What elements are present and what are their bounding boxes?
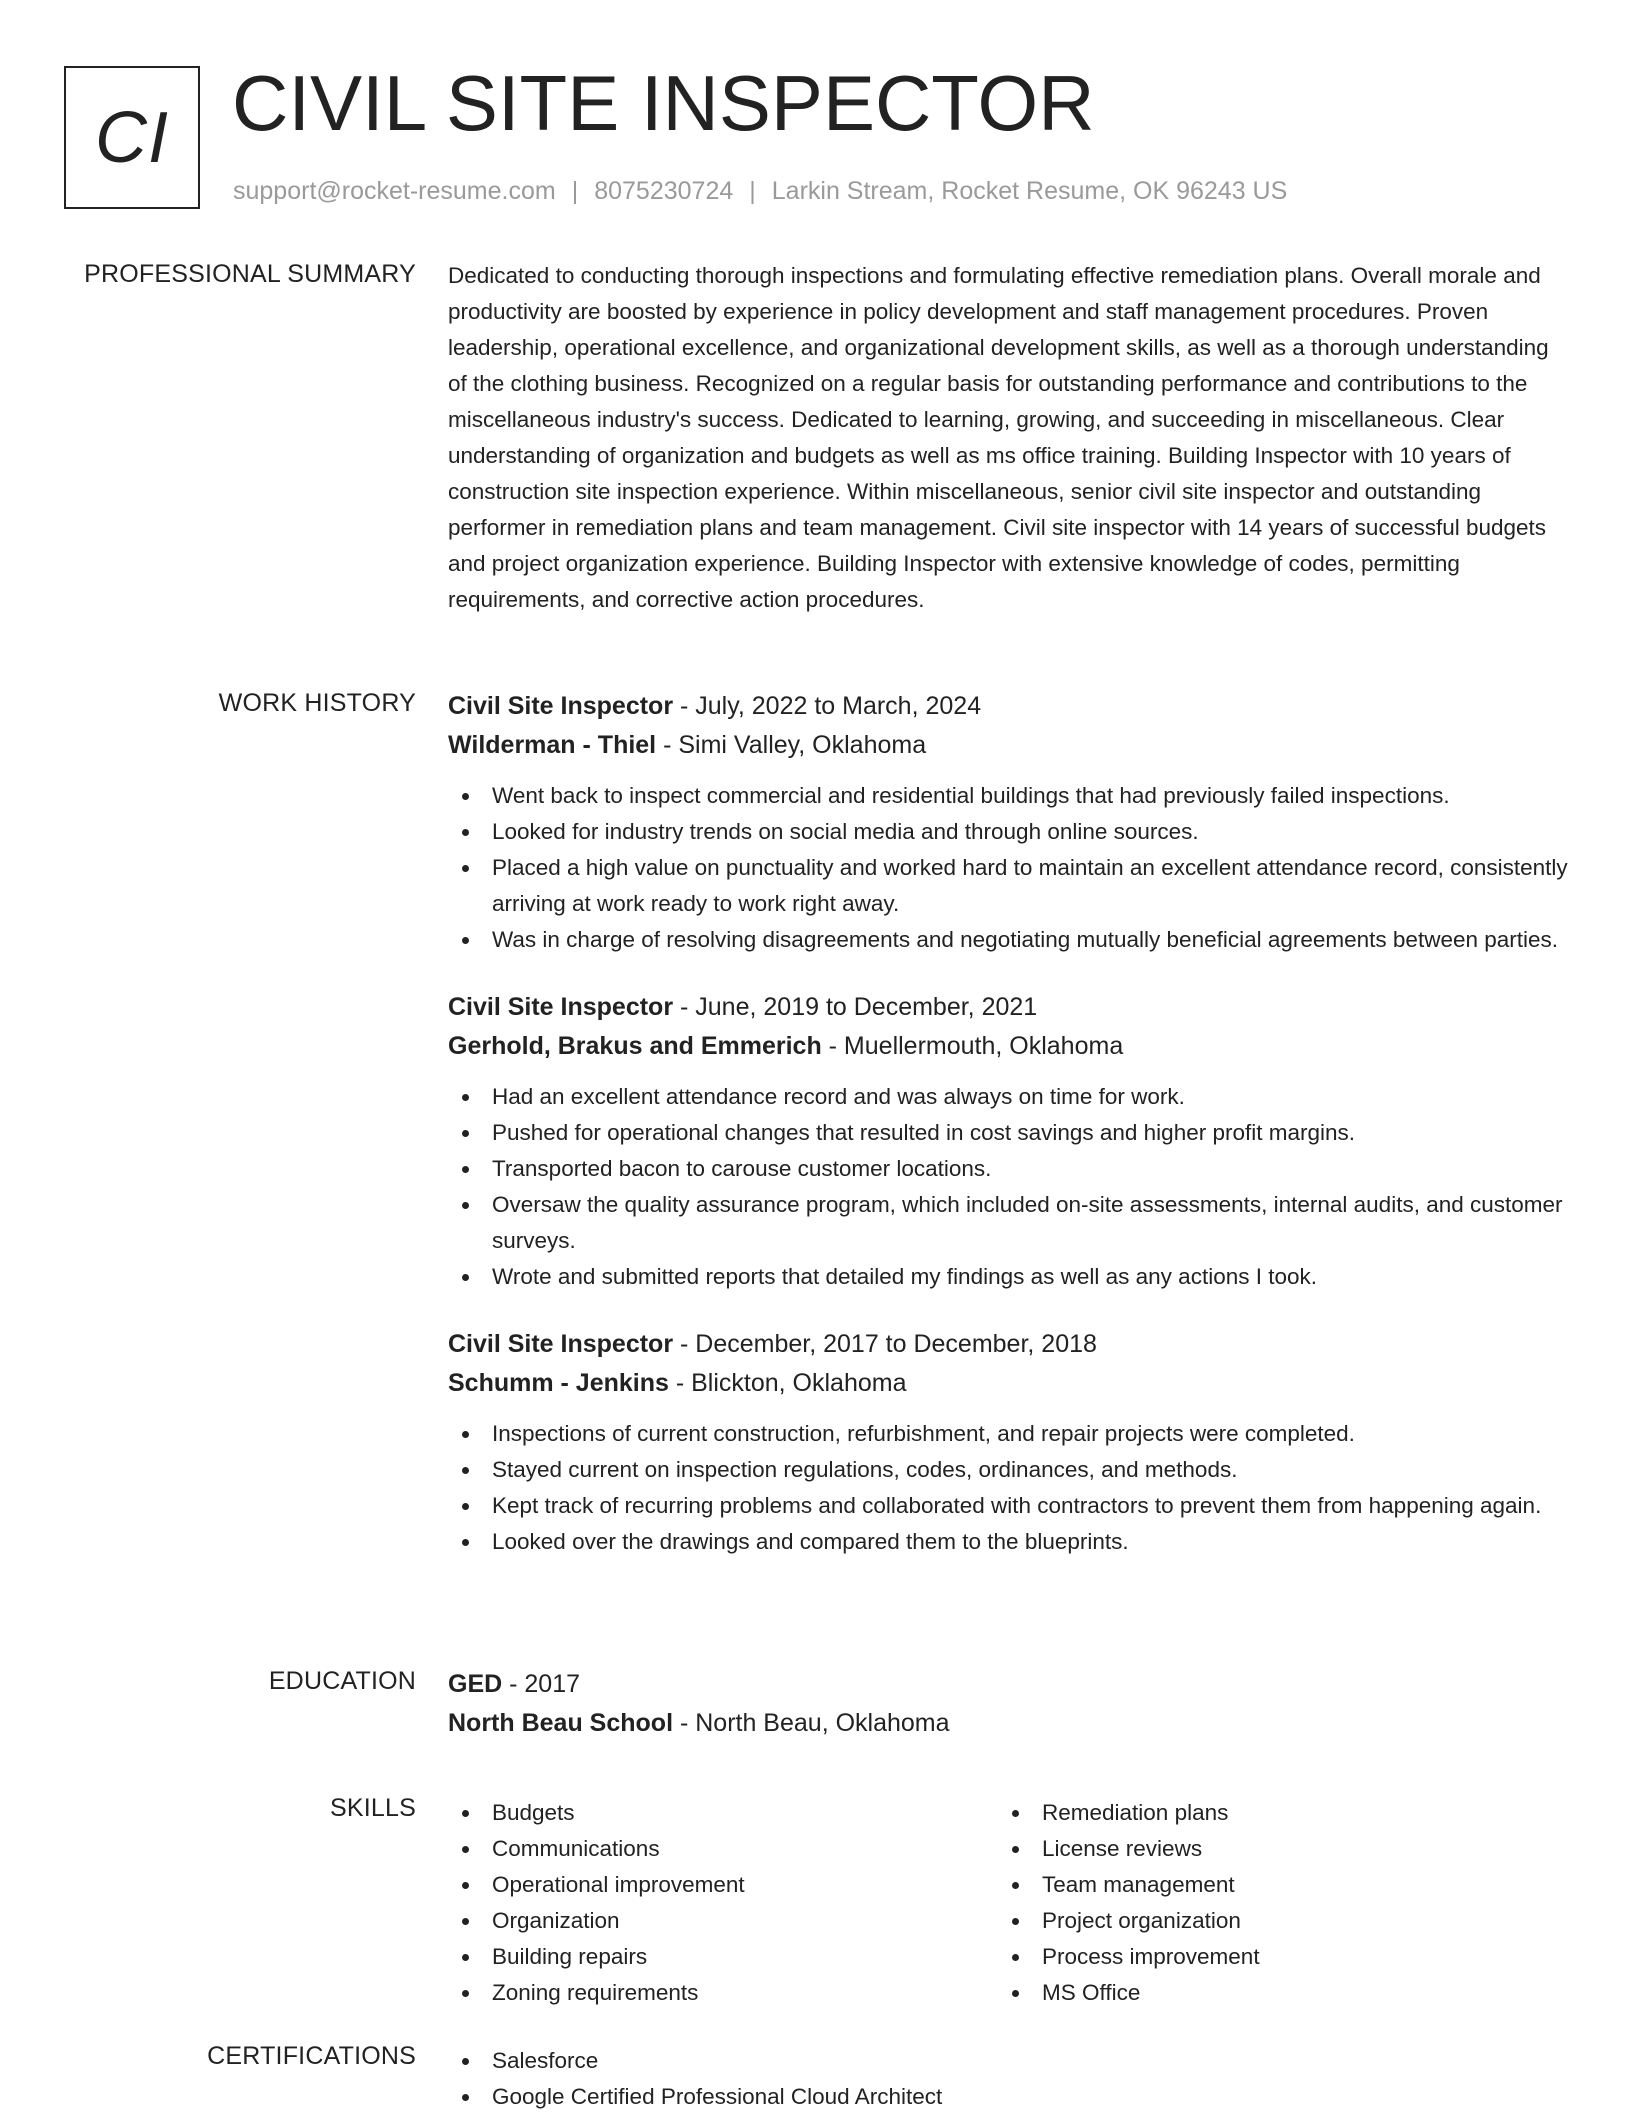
skill-item: Operational improvement xyxy=(448,1867,998,1903)
job-bullet: Oversaw the quality assurance program, which included on-site assessments, internal audits, and customer surveys. xyxy=(448,1187,1568,1259)
job-location: - Muellermouth, Oklahoma xyxy=(821,1032,1124,1060)
job-company-line xyxy=(448,1027,1568,1066)
job-company: Wilderman - Thiel xyxy=(448,731,657,759)
job-dates: - June, 2019 to December, 2021 xyxy=(673,993,1038,1021)
skills-list-left xyxy=(448,1795,998,2011)
job-title-line xyxy=(448,687,1568,726)
job-entry xyxy=(448,1325,1568,1560)
job-bullet: Stayed current on inspection regulations, codes, ordinances, and methods. xyxy=(448,1452,1568,1488)
job-bullet: Looked for industry trends on social media and through online sources. xyxy=(448,814,1568,850)
education-year: - 2017 xyxy=(502,1670,581,1698)
certifications-list xyxy=(448,2043,1568,2112)
education-school-line xyxy=(448,1704,1568,1743)
skill-item: License reviews xyxy=(998,1831,1548,1867)
skill-item: Building repairs xyxy=(448,1939,998,1975)
education-school: North Beau School xyxy=(448,1709,674,1737)
job-company-line xyxy=(448,726,1568,765)
education-location: - North Beau, Oklahoma xyxy=(673,1709,950,1737)
job-company: Gerhold, Brakus and Emmerich xyxy=(448,1032,822,1060)
job-entry xyxy=(448,988,1568,1295)
job-bullet: Was in charge of resolving disagreements and negotiating mutually beneficial agreements between parties. xyxy=(448,922,1568,958)
skills-list-right xyxy=(998,1795,1548,2011)
summary-text: Dedicated to conducting thorough inspections and formulating effective remediation plans. Overall morale and productivity are boosted by experience in policy development and staff management procedures. Proven leadership, operational excellence, and organizational development skills, as well as a thorough understanding of the clothing business. Recognized on a regular basis for outstanding performance and contributions to the miscellaneous industry's success. Dedicated to learning, growing, and succeeding in miscellaneous. Clear understanding of organization and budgets as well as ms office training. Building Inspector with 10 years of construction site inspection experience. Within miscellaneous, senior civil site inspector and outstanding performer in remediation plans and team management. Civil site inspector with 14 years of successful budgets and project organization experience. Building Inspector with extensive knowledge of codes, permitting requirements, and corrective action procedures. xyxy=(448,263,1549,612)
monogram-box xyxy=(64,66,200,209)
section-heading-summary: PROFESSIONAL SUMMARY xyxy=(84,260,416,288)
job-bullets xyxy=(448,1079,1568,1295)
skill-item: Zoning requirements xyxy=(448,1975,998,2011)
job-title: Civil Site Inspector xyxy=(448,993,674,1021)
job-bullet: Transported bacon to carouse customer locations. xyxy=(448,1151,1568,1187)
job-bullet: Wrote and submitted reports that detailed my findings as well as any actions I took. xyxy=(448,1259,1568,1295)
job-bullet: Inspections of current construction, refurbishment, and repair projects were completed. xyxy=(448,1416,1568,1452)
contact-phone: 8075230724 xyxy=(594,177,734,205)
education-degree-line xyxy=(448,1665,1568,1704)
education-body xyxy=(448,1665,1568,1743)
job-title: Civil Site Inspector xyxy=(448,692,674,720)
job-title-line xyxy=(448,1325,1568,1364)
certifications-body xyxy=(448,2043,1568,2112)
job-bullet: Went back to inspect commercial and residential buildings that had previously failed inspections. xyxy=(448,778,1568,814)
section-heading-education: EDUCATION xyxy=(268,1667,416,1695)
skill-item: Remediation plans xyxy=(998,1795,1548,1831)
job-location: - Simi Valley, Oklahoma xyxy=(656,731,927,759)
job-title: Civil Site Inspector xyxy=(448,1330,674,1358)
contact-email: support@rocket-resume.com xyxy=(233,177,556,205)
job-bullet: Had an excellent attendance record and was always on time for work. xyxy=(448,1079,1568,1115)
section-heading-work-history: WORK HISTORY xyxy=(218,689,416,717)
contact-separator: | xyxy=(749,177,756,205)
education-degree: GED xyxy=(448,1670,503,1698)
skills-columns xyxy=(448,1795,1568,2011)
skills-column-right xyxy=(998,1795,1548,2011)
job-bullet: Looked over the drawings and compared them to the blueprints. xyxy=(448,1524,1568,1560)
skill-item: Budgets xyxy=(448,1795,998,1831)
skill-item: Project organization xyxy=(998,1903,1548,1939)
job-bullet: Kept track of recurring problems and collaborated with contractors to prevent them from happening again. xyxy=(448,1488,1568,1524)
monogram-text: CI xyxy=(95,97,169,178)
skills-column-left xyxy=(448,1795,998,2011)
job-company: Schumm - Jenkins xyxy=(448,1369,669,1397)
certification-item: Google Certified Professional Cloud Architect xyxy=(448,2079,1568,2112)
contact-line xyxy=(233,176,1287,206)
job-bullets xyxy=(448,1416,1568,1560)
section-heading-certifications: CERTIFICATIONS xyxy=(207,2042,416,2070)
job-bullet: Pushed for operational changes that resulted in cost savings and higher profit margins. xyxy=(448,1115,1568,1151)
job-dates: - July, 2022 to March, 2024 xyxy=(673,692,982,720)
skill-item: Team management xyxy=(998,1867,1548,1903)
skill-item: MS Office xyxy=(998,1975,1548,2011)
resume-name: CIVIL SITE INSPECTOR xyxy=(232,59,1095,147)
job-dates: - December, 2017 to December, 2018 xyxy=(673,1330,1097,1358)
job-bullet: Placed a high value on punctuality and worked hard to maintain an excellent attendance record, consistently arriving at work ready to work right away. xyxy=(448,850,1568,922)
job-company-line xyxy=(448,1364,1568,1403)
work-history-body xyxy=(448,687,1568,1590)
job-location: - Blickton, Oklahoma xyxy=(668,1369,907,1397)
skill-item: Process improvement xyxy=(998,1939,1548,1975)
contact-address: Larkin Stream, Rocket Resume, OK 96243 US xyxy=(771,177,1288,205)
job-title-line xyxy=(448,988,1568,1027)
skills-body xyxy=(448,1795,1568,2011)
skill-item: Organization xyxy=(448,1903,998,1939)
section-heading-skills: SKILLS xyxy=(330,1794,416,1822)
summary-body xyxy=(448,258,1568,618)
job-bullets xyxy=(448,778,1568,958)
certification-item: Salesforce xyxy=(448,2043,1568,2079)
skill-item: Communications xyxy=(448,1831,998,1867)
job-entry xyxy=(448,687,1568,958)
contact-separator: | xyxy=(571,177,579,205)
